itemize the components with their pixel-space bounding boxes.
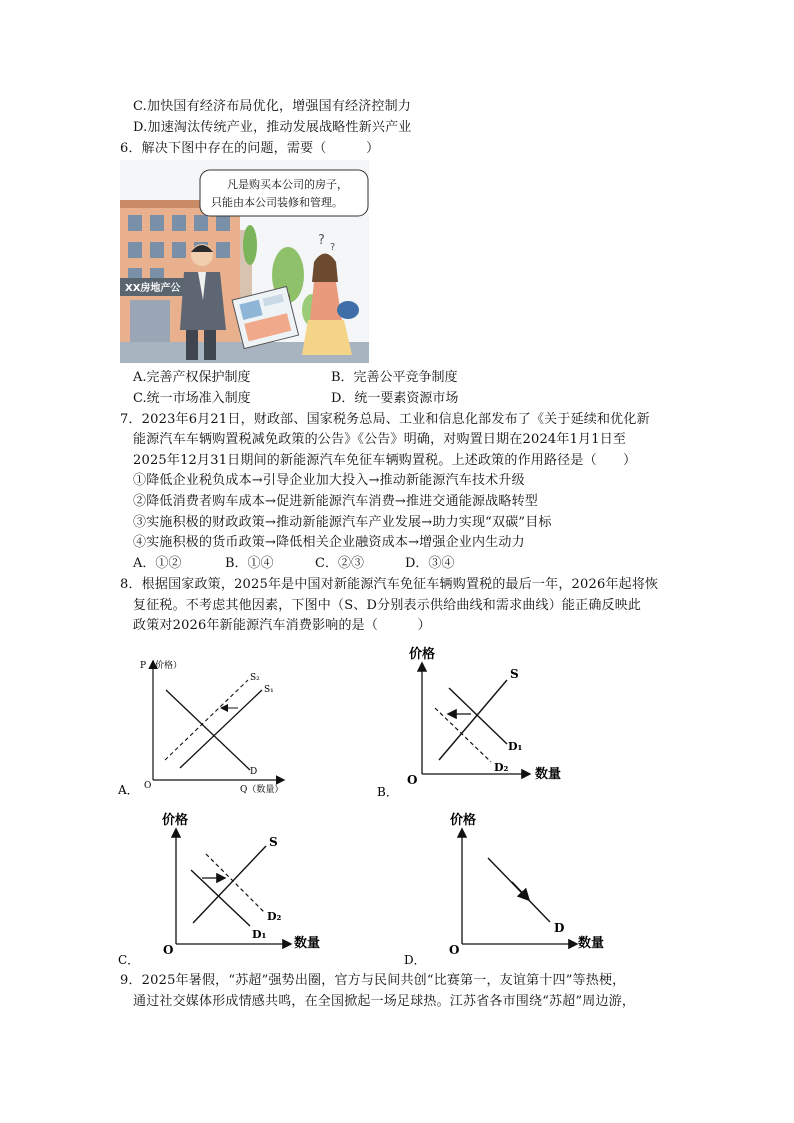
supply-line (439, 680, 507, 760)
svg-text:?: ? (318, 233, 325, 248)
svg-text:S₂: S₂ (250, 673, 260, 683)
svg-text:价格: 价格 (450, 813, 477, 828)
svg-text:Q（数量）: Q（数量） (240, 785, 284, 795)
q6-option-a: A.完善产权保护制度 (133, 370, 251, 385)
demand-d2-line (206, 854, 264, 912)
q9-line-2: 通过社交媒体形成情感共鸣，在全国掀起一场足球热。江苏省各市围绕“苏超”周边游， (133, 994, 636, 1009)
q9-line-1: 9．2025年暑假，“苏超”强势出圈，官方与民间共创“比赛第一，友谊第十四”等热梗， (120, 973, 626, 988)
svg-text:D₁: D₁ (508, 740, 523, 753)
demand-d1-line (449, 688, 507, 744)
speech-bubble (200, 170, 368, 216)
q6-stem: 6．解决下图中存在的问题，需要（ ） (120, 141, 380, 156)
svg-text:价格: 价格 (162, 813, 189, 828)
q7-item-4: ④实施积极的货币政策→降低相关企业融资成本→增强企业内生动力 (133, 535, 525, 550)
q7-line-2: 能源汽车车辆购置税减免政策的公告》《公告》明确，对购置日期在2024年1月1日至 (133, 432, 627, 447)
q6-option-b: B．完善公平竞争制度 (331, 370, 458, 385)
company-sign: XX房地产公 (125, 283, 181, 294)
svg-text:D: D (250, 767, 258, 777)
svg-text:B．: B． (377, 785, 398, 799)
q6-cartoon (120, 160, 369, 363)
graph-d (400, 808, 620, 968)
q6-option-d: D．统一要素资源市场 (331, 391, 459, 406)
q8-line-3: 政策对2026年新能源汽车消费影响的是（ ） (133, 618, 431, 633)
svg-text:数量: 数量 (535, 767, 562, 782)
move-arrow (512, 882, 528, 899)
supply-s2-line (165, 680, 248, 760)
svg-text:O: O (163, 943, 174, 957)
svg-text:数量: 数量 (578, 936, 605, 951)
svg-text:P（价格）: P（价格） (140, 661, 183, 671)
svg-text:O: O (144, 781, 152, 791)
svg-text:D: D (554, 921, 565, 935)
svg-text:D₂: D₂ (267, 910, 282, 923)
graph-a (118, 650, 298, 800)
q7-option-b: B．①④ (225, 556, 274, 571)
svg-text:S₁: S₁ (264, 685, 274, 695)
q5-option-c: C.加快国有经济布局优化，增强国有经济控制力 (133, 99, 412, 114)
q7-line-3: 2025年12月31日期间的新能源汽车免征车辆购置税。上述政策的作用路径是（ ） (133, 453, 637, 468)
graph-b (377, 642, 567, 802)
q7-option-c: C．②③ (315, 556, 364, 571)
svg-text:凡是购买本公司的房子，: 凡是购买本公司的房子， (227, 178, 348, 191)
svg-text:S: S (269, 835, 278, 849)
svg-text:D₂: D₂ (494, 761, 509, 774)
q8-line-1: 8．根据国家政策，2025年是中国对新能源汽车免征车辆购置税的最后一年，2026年起将恢 (120, 577, 659, 592)
svg-text:D₁: D₁ (252, 928, 267, 941)
svg-text:只能由本公司装修和管理。: 只能由本公司装修和管理。 (211, 196, 343, 209)
svg-text:C．: C． (118, 953, 140, 967)
svg-text:A．: A． (118, 783, 139, 797)
svg-text:O: O (449, 943, 460, 957)
q5-option-d: D.加速淘汰传统产业，推动发展战略性新兴产业 (133, 120, 412, 135)
demand-line (166, 690, 250, 770)
q7-option-a: A．①② (133, 556, 182, 571)
graph-c (118, 808, 338, 968)
q7-item-1: ①降低企业税负成本→引导企业加大投入→推动新能源汽车技术升级 (133, 473, 525, 488)
svg-text:价格: 价格 (409, 647, 436, 662)
supply-s1-line (180, 690, 262, 768)
q7-option-d: D．③④ (405, 556, 455, 571)
svg-text:O: O (407, 773, 418, 787)
q7-line-1: 7．2023年6月21日，财政部、国家税务总局、工业和信息化部发布了《关于延续和优化新 (120, 412, 650, 427)
supply-line (193, 846, 266, 923)
svg-text:数量: 数量 (294, 936, 321, 951)
svg-text:S: S (510, 667, 519, 681)
q8-line-2: 复征税。不考虑其他因素，下图中（S、D分别表示供给曲线和需求曲线）能正确反映此 (133, 598, 642, 613)
q7-item-2: ②降低消费者购车成本→促进新能源汽车消费→推进交通能源战略转型 (133, 494, 538, 509)
svg-text:D．: D． (404, 953, 426, 967)
svg-text:?: ? (330, 242, 336, 253)
q7-item-3: ③实施积极的财政政策→推动新能源汽车产业发展→助力实现“双碳”目标 (133, 515, 552, 530)
q6-option-c: C.统一市场准入制度 (133, 391, 251, 406)
